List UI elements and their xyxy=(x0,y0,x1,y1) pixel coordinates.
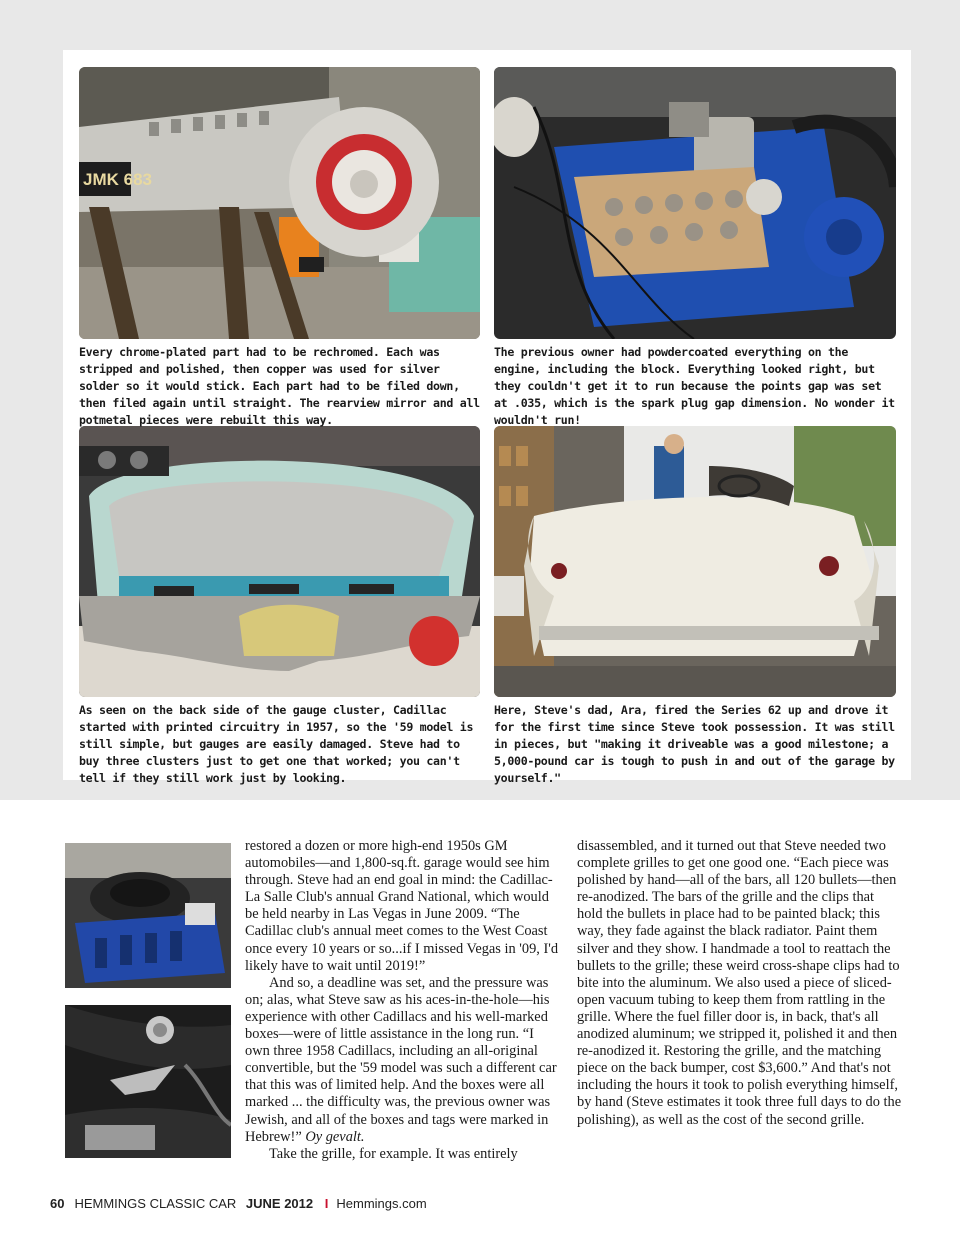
photo-cadillac-garage xyxy=(494,426,896,697)
photo-gauge-cluster xyxy=(79,426,480,697)
article-paragraph: restored a dozen or more high-end 1950s GM automobiles—and 1,800-sq.ft. garage would see him through. Steve had an end goal in mind: the Cadillac-La Salle Club's annual Grand National, which would be held nearby in Las Vegas in June 2009. “The Cadillac club's annual meet comes to the West Coast once every 10 years or so...if I missed Vegas in '09, I'd likely have to wait until 2019!” xyxy=(245,838,559,974)
photo-chrome-parts xyxy=(79,67,480,339)
website-link[interactable]: Hemmings.com xyxy=(336,1196,427,1211)
issue-date: JUNE 2012 xyxy=(245,1196,314,1211)
footer-separator: I xyxy=(324,1196,329,1211)
article-italic-text: Oy gevalt. xyxy=(305,1128,365,1145)
article-text: And so, a deadline was set, and the pressure was on; alas, what Steve saw as his aces-in-the-hole—his experience with other Cadillacs and his well-marked boxes—were of little assistance in the long run. “I own three 1958 Cadillacs, including an all-original convertible, but the '59 model was such a different car that this was of limited help. And the boxes were all marked ... the difficulty was, the previous owner was Jewish, and all of the boxes and tags were marked in Hebrew!” xyxy=(245,974,557,1145)
page-number: 60 xyxy=(50,1196,65,1211)
magazine-title: HEMMINGS CLASSIC CAR xyxy=(74,1196,237,1211)
caption-chrome-parts: Every chrome-plated part had to be rechromed. Each was stripped and polished, then copper was used for silver solder so it would stick. Each part had to be filed down, then filed again until straight. The rearview mirror and all potmetal pieces were rebuilt this way. xyxy=(79,345,480,427)
caption-engine: The previous owner had powdercoated everything on the engine, including the block. Everything looked right, but they couldn't get it to run because the points gap was set at .035, which is the spark plug gap dimension. No wonder it wouldn't run! xyxy=(494,345,895,427)
photo-engine xyxy=(494,67,896,339)
article-column-right xyxy=(577,838,903,1129)
caption-cadillac-garage: Here, Steve's dad, Ara, fired the Series 62 up and drove it for the first time since Steve took possession. It was still in pieces, but "making it driveable was a good milestone; a 5,000-pound car is tough to push in and out of the garage by yourself." xyxy=(494,703,895,785)
article-column-middle xyxy=(245,838,562,1163)
caption-gauge-cluster: As seen on the back side of the gauge cluster, Cadillac started with printed circuitry in 1957, so the '59 model is still simple, but gauges are easily damaged. Steve had to buy three clusters just to get one that worked; you can't tell if they still work just by looking. xyxy=(79,703,474,785)
photo-interior-console xyxy=(65,1005,231,1158)
photo-air-cleaner xyxy=(65,843,231,988)
license-plate-text: JMK 683 xyxy=(83,170,152,189)
page-footer xyxy=(50,1196,427,1211)
article-paragraph xyxy=(245,975,562,1146)
article-paragraph: Take the grille, for example. It was entirely xyxy=(269,1145,518,1162)
article-paragraph: disassembled, and it turned out that Steve needed two complete grilles to get one good one. “Each piece was polished by hand—all of the bars, all 120 bullets—then re-anodized. The bars of the grille and the clips that hold the bullets in place had to be painted black; this way, they fade against the black radiator. Paint them silver and they show. I handmade a tool to reattach the bullets to the grille; these weird cross-shape clips had to bite into the aluminum. We also used a piece of sliced-open vacuum tubing to keep them from rattling in the grille. Where the fuel filler door is, in back, that's all anodized aluminum; we stripped it, polished it and then re-anodized it. Restoring the grille, and the matching piece on the back bumper, cost $3,600.” And that's not including the hours it took to polish everything himself, by hand (Steve estimates it took three full days to do the polishing), as well as the cost of the second grille. xyxy=(577,838,902,1128)
